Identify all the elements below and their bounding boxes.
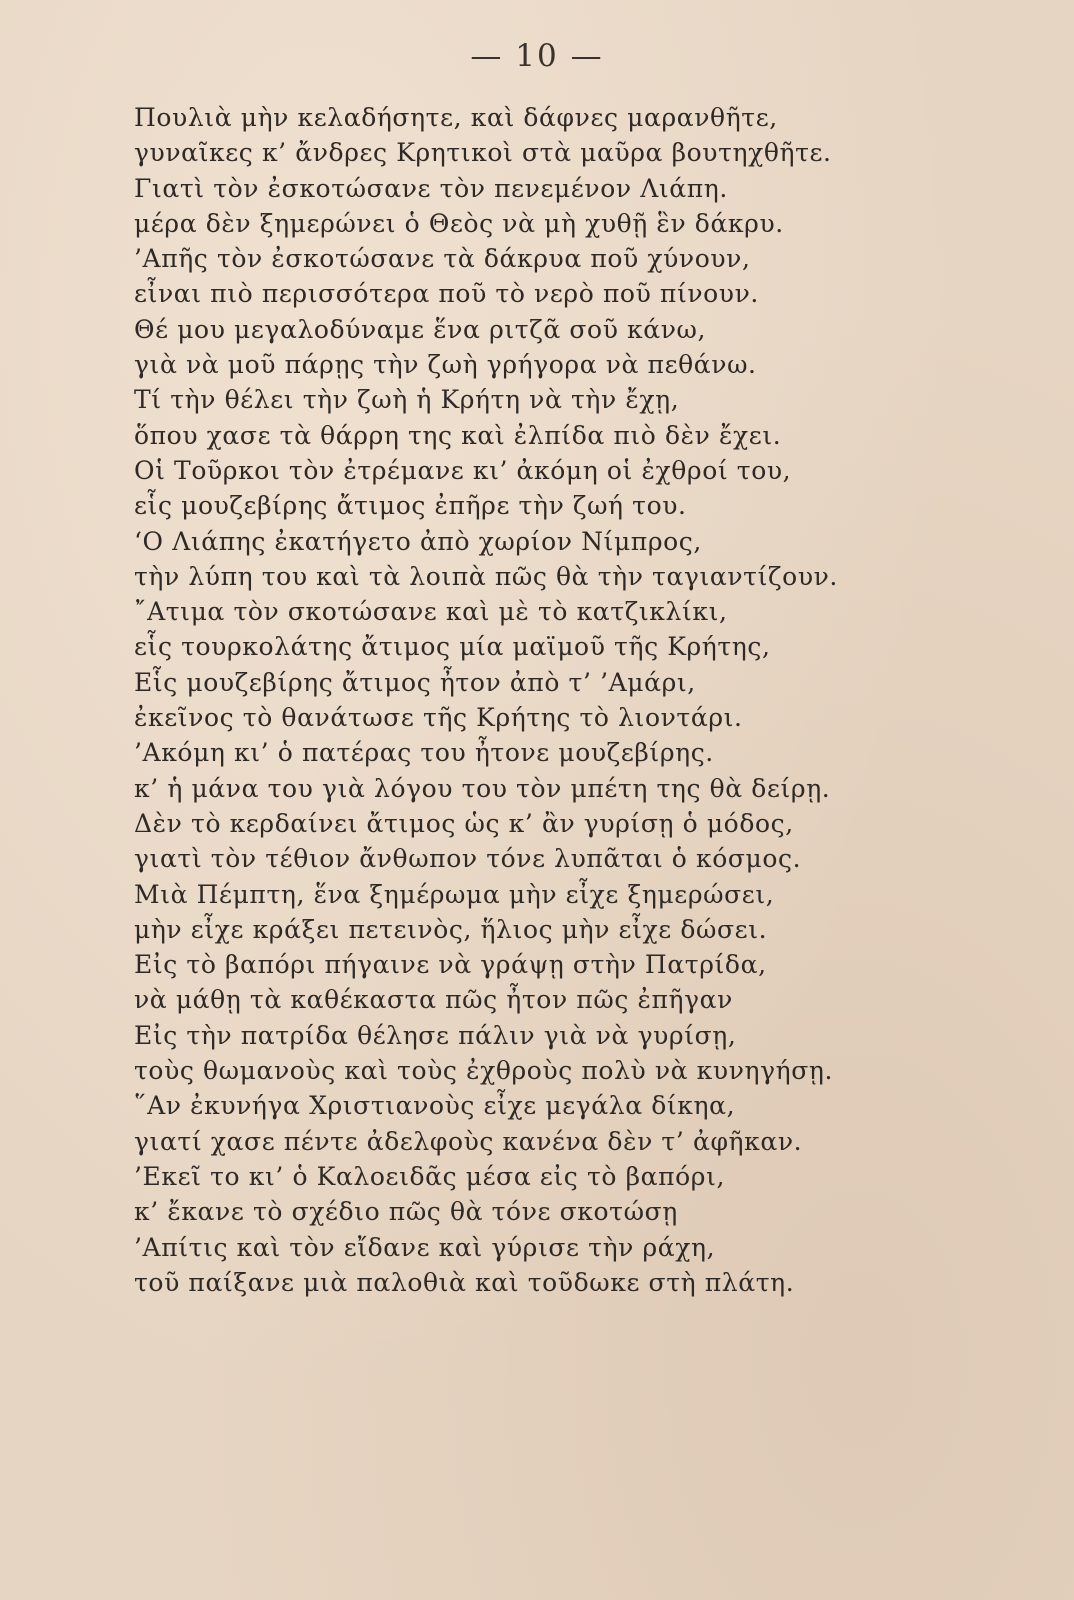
poem-text (134, 100, 1014, 1300)
verse-line: Εἰς τὴν πατρίδα θέλησε πάλιν γιὰ νὰ γυρίσῃ, (134, 1020, 737, 1050)
verse-line: γιατί χασε πέντε ἀδελφοὺς κανένα δὲν τ’ ἀφῆκαν. (134, 1126, 803, 1156)
verse-line: κ’ ἡ μάνα του γιὰ λόγου του τὸν μπέτη της θὰ δείρῃ. (134, 773, 831, 803)
verse-line: ἐκεῖνος τὸ θανάτωσε τῆς Κρήτης τὸ λιοντάρι. (134, 703, 743, 733)
verse-line: μὴν εἶχε κράξει πετεινὸς, ἥλιος μὴν εἶχε δώσει. (134, 914, 768, 944)
verse-line: εἷς μουζεβίρης ἄτιμος ἐπῆρε τὴν ζωή του. (134, 491, 687, 521)
verse-line: ῞Αν ἐκυνήγα Χριστιανοὺς εἶχε μεγάλα δίκηα, (134, 1091, 736, 1121)
verse-line: Πουλιὰ μὴν κελαδήσητε, καὶ δάφνες μαρανθῆτε, (134, 103, 778, 132)
verse-line: Γιατὶ τὸν ἐσκοτώσανε τὸν πενεμένον Λιάπη. (134, 173, 728, 203)
verse-line: κ’ ἔκανε τὸ σχέδιο πῶς θὰ τόνε σκοτώσῃ (134, 1197, 678, 1227)
verse-line: ῎Ατιμα τὸν σκοτώσανε καὶ μὲ τὸ κατζικλίκι, (134, 597, 728, 627)
verse-line: εἶναι πιὸ περισσότερα ποῦ τὸ νερὸ ποῦ πίνουν. (134, 279, 759, 309)
verse-line: εἷς τουρκολάτης ἄτιμος μία μαϊμοῦ τῆς Κρήτης, (134, 632, 771, 662)
verse-line: τοῦ παίξανε μιὰ παλοθιὰ καὶ τοῦδωκε στὴ πλάτη. (134, 1267, 795, 1297)
page-number: — 10 — (470, 38, 604, 74)
verse-line: Θέ μου μεγαλοδύναμε ἕνα ριτζᾶ σοῦ κάνω, (134, 314, 707, 344)
verse-line: Εἰς τὸ βαπόρι πήγαινε νὰ γράψῃ στὴν Πατρίδα, (134, 950, 767, 980)
verse-line: Οἱ Τοῦρκοι τὸν ἐτρέμανε κι’ ἀκόμη οἱ ἐχθροί του, (134, 455, 792, 485)
verse-line: ‘Ο Λιάπης ἐκατήγετο ἀπὸ χωρίον Νίμπρος, (134, 526, 702, 556)
verse-line: μέρα δὲν ξημερώνει ὁ Θεὸς νὰ μὴ χυθῇ ἓν δάκρυ. (134, 208, 784, 238)
verse-line: ’Ακόμη κι’ ὁ πατέρας του ἦτονε μουζεβίρης. (134, 738, 714, 768)
verse-line: νὰ μάθῃ τὰ καθέκαστα πῶς ἦτον πῶς ἐπῆγαν (134, 985, 733, 1015)
verse-line: ’Απῆς τὸν ἐσκοτώσανε τὰ δάκρυα ποῦ χύνουν, (134, 244, 751, 274)
verse-line: γυναῖκες κ’ ἄνδρες Κρητικοὶ στὰ μαῦρα βουτηχθῆτε. (134, 138, 832, 168)
verse-line: ’Απίτις καὶ τὸν εἴδανε καὶ γύρισε τὴν ράχη, (134, 1232, 716, 1262)
verse-line: γιατὶ τὸν τέθιον ἄνθωπον τόνε λυπᾶται ὁ κόσμος. (134, 844, 802, 874)
verse-line: γιὰ νὰ μοῦ πάρῃς τὴν ζωὴ γρήγορα νὰ πεθάνω. (134, 350, 757, 380)
verse-line: Εἷς μουζεβίρης ἄτιμος ἦτον ἀπὸ τ’ ’Αμάρι, (134, 667, 696, 697)
verse-line: Τί τὴν θέλει τὴν ζωὴ ἡ Κρήτη νὰ τὴν ἔχῃ, (134, 385, 680, 415)
verse-line: Μιὰ Πέμπτη, ἕνα ξημέρωμα μὴν εἶχε ξημερώσει, (134, 879, 775, 909)
verse-line: τοὺς θωμανοὺς καὶ τοὺς ἐχθροὺς πολὺ νὰ κυνηγήσῃ. (134, 1056, 833, 1086)
verse-line: ’Εκεῖ το κι’ ὁ Καλοειδᾶς μέσα εἰς τὸ βαπόρι, (134, 1161, 726, 1191)
verse-line: Δὲν τὸ κερδαίνει ἄτιμος ὡς κ’ ἂν γυρίσῃ ὁ μόδος, (134, 808, 794, 838)
verse-line: ὅπου χασε τὰ θάρρη της καὶ ἐλπίδα πιὸ δὲν ἔχει. (134, 420, 782, 450)
verse-line: τὴν λύπη του καὶ τὰ λοιπὰ πῶς θὰ τὴν ταγιαντίζουν. (134, 561, 838, 591)
